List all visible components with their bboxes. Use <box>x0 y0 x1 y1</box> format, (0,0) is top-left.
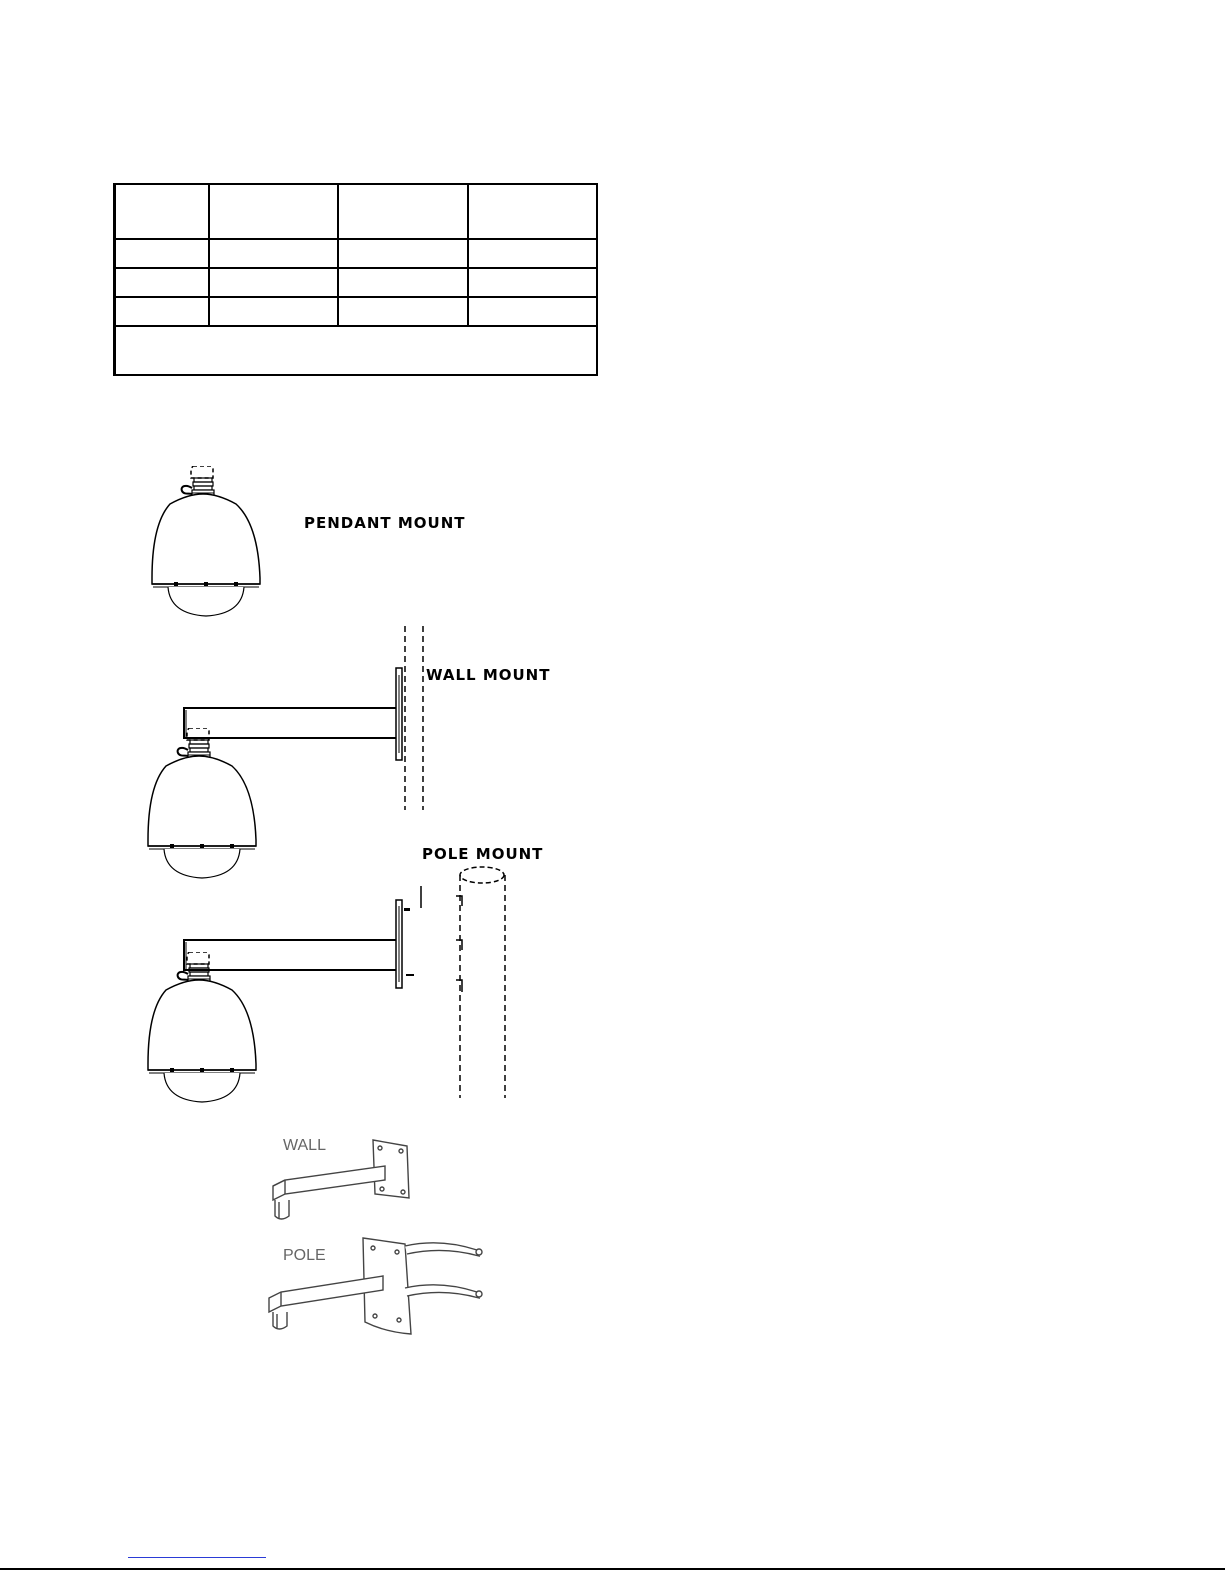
table-cell <box>115 297 210 326</box>
table-row <box>115 239 598 268</box>
table-note-cell <box>115 326 598 375</box>
table-header-row <box>115 184 598 239</box>
table-cell <box>115 268 210 297</box>
pole-mount-label: POLE MOUNT <box>422 845 544 863</box>
table-cell <box>209 268 338 297</box>
footer-rule <box>0 1568 1225 1570</box>
table-cell <box>338 239 467 268</box>
table-cell <box>115 239 210 268</box>
pole-bracket-label: POLE <box>283 1247 326 1264</box>
table-cell <box>209 239 338 268</box>
wall-mount-label: WALL MOUNT <box>426 666 551 684</box>
table-row <box>115 297 598 326</box>
table-cell <box>468 239 597 268</box>
pendant-mount-camera-drawing <box>150 466 265 621</box>
table-cell <box>468 297 597 326</box>
pole-mount-camera-drawing <box>146 952 261 1107</box>
table-cell <box>209 184 338 239</box>
wall-bracket-label: WALL <box>283 1137 326 1154</box>
table-note-row <box>115 326 598 375</box>
spec-table <box>113 183 598 376</box>
pendant-mount-label: PENDANT MOUNT <box>304 514 466 532</box>
pole-bracket-drawing <box>265 1232 495 1347</box>
table-row <box>115 268 598 297</box>
wall-bracket-drawing <box>265 1132 425 1232</box>
table-cell <box>209 297 338 326</box>
table-cell <box>115 184 210 239</box>
table-cell <box>338 268 467 297</box>
table-cell <box>468 268 597 297</box>
footer-link-underline[interactable] <box>128 1557 266 1558</box>
table-cell <box>468 184 597 239</box>
table-cell <box>338 297 467 326</box>
table-cell <box>338 184 467 239</box>
